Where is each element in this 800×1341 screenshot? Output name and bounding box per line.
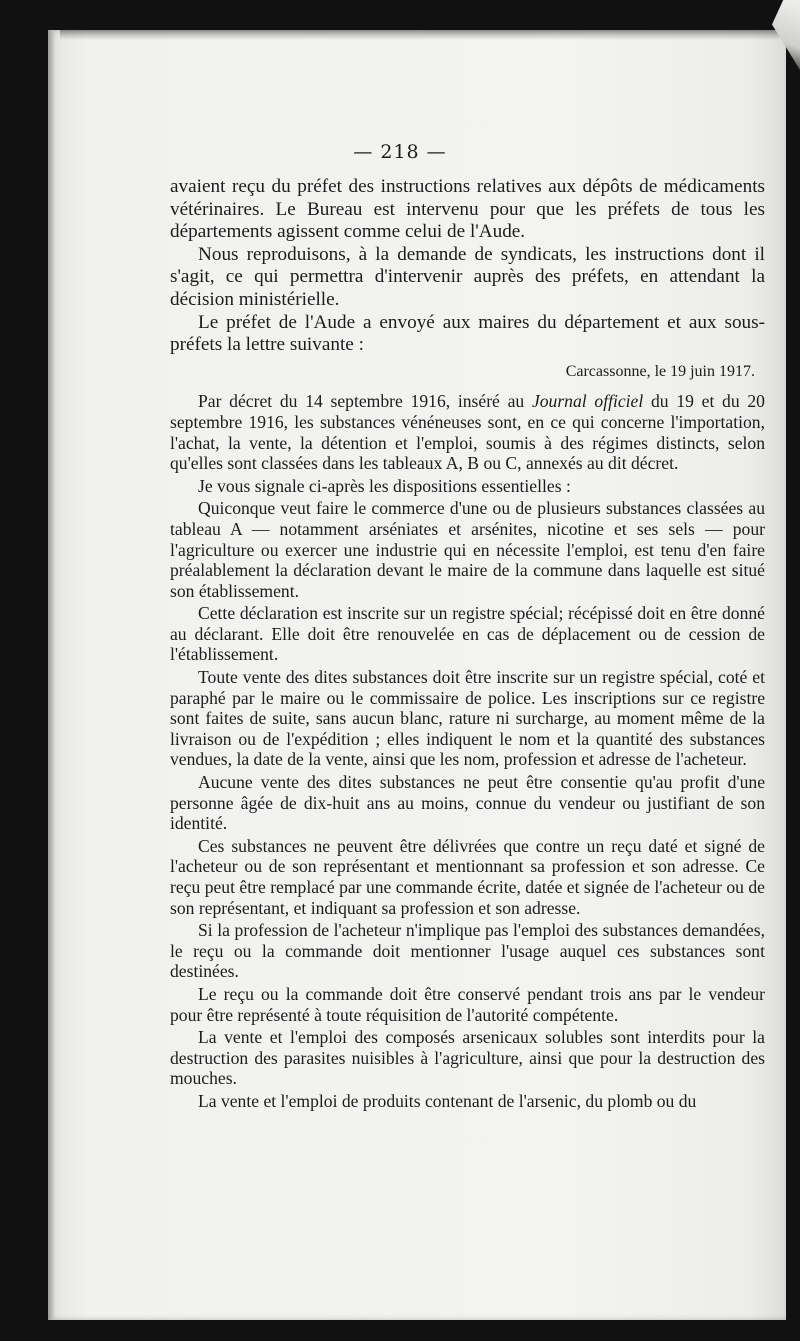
letter-paragraph-4: Cette déclaration est inscrite sur un registre spécial; récépissé doit en être donné au déclarant. Elle doit être renouvelée en cas de déplacement ou de cession de l'établissement. xyxy=(170,603,765,665)
letter-paragraph-2: Je vous signale ci-après les dispositions essentielles : xyxy=(198,475,571,496)
intro-paragraph-1: avaient reçu du préfet des instructions relatives aux dépôts de médicaments vétérinaires. Le Bureau est intervenu pour que les préfets de tous les départements agissent comme celui de l'Aude. xyxy=(170,176,765,243)
intro-paragraph-3: Le préfet de l'Aude a envoyé aux maires du département et aux sous-préfets la lettre suivante : xyxy=(170,311,765,356)
page-body xyxy=(170,176,765,1112)
letter-paragraph-10: La vente et l'emploi des composés arsenicaux solubles sont interdits pour la destruction des parasites nuisibles à l'agriculture, ainsi que pour la destruction des mouches. xyxy=(170,1027,765,1089)
letter-p1-after: du 19 et du 20 septembre 1916, les substances vénéneuses sont, en ce qui concerne l'importation, l'achat, la vente, la détention et l'emploi, soumis à des régimes distincts, selon qu'elles sont classées dans les tableaux A, B ou C, annexés au dit décret. xyxy=(170,391,765,474)
letter-dateline: Carcassonne, le 19 juin 1917. xyxy=(565,362,755,380)
letter-paragraph-6: Aucune vente des dites substances ne peut être consentie qu'au profit d'une personne âgée de dix-huit ans au moins, connue du vendeur ou justifiant de son identité. xyxy=(170,772,765,834)
letter-paragraph-9: Le reçu ou la commande doit être conservé pendant trois ans par le vendeur pour être représenté à toute réquisition de l'autorité compétente. xyxy=(170,983,765,1025)
letter-paragraph-11: La vente et l'emploi de produits contenant de l'arsenic, du plomb ou du xyxy=(198,1090,697,1111)
page-top-shadow xyxy=(60,30,780,40)
intro-paragraph-2: Nous reproduisons, à la demande de syndicats, les instructions dont il s'agit, ce qui permettra d'intervenir auprès des préfets, en attendant la décision ministérielle. xyxy=(170,243,765,310)
letter-paragraph-5: Toute vente des dites substances doit être inscrite sur un registre spécial, coté et paraphé par le maire ou le commissaire de police. Les inscriptions sur ce registre sont faites de suite, sans aucun blanc, rature ni surcharge, au moment même de la livraison ou de l'expédition ; elles indiquent le nom et la quantité des substances vendues, la date de la vente, ainsi que les nom, profession et adresse de l'acheteur. xyxy=(170,667,765,770)
page-number: — 218 — xyxy=(353,141,447,163)
letter-paragraph-8: Si la profession de l'acheteur n'implique pas l'emploi des substances demandées, le reçu ou la commande doit mentionner l'usage auquel ces substances sont destinées. xyxy=(170,920,765,982)
page-binding-edge xyxy=(48,30,54,1320)
letter-paragraph-1 xyxy=(170,391,765,473)
letter-paragraph-7: Ces substances ne peuvent être délivrées que contre un reçu daté et signé de l'acheteur ou de son représentant et mentionnant sa profession et son adresse. Ce reçu peut être remplacé par une commande écrite, datée et signée de l'acheteur ou de son représentant, et indiquant sa profession et son adresse. xyxy=(170,835,765,918)
journal-officiel-title: Journal officiel xyxy=(531,391,644,412)
prefect-letter xyxy=(170,391,765,1111)
letter-p1-before: Par décret du 14 septembre 1916, inséré au xyxy=(198,391,532,412)
letter-paragraph-3: Quiconque veut faire le commerce d'une ou de plusieurs substances classées au tableau A — notamment arséniates et arsénites, nicotine et ses sels — pour l'agriculture ou exercer une industrie qui en nécessite l'emploi, est tenu d'en faire préalablement la déclaration devant le maire de la commune dans laquelle est situé son établissement. xyxy=(170,498,765,601)
